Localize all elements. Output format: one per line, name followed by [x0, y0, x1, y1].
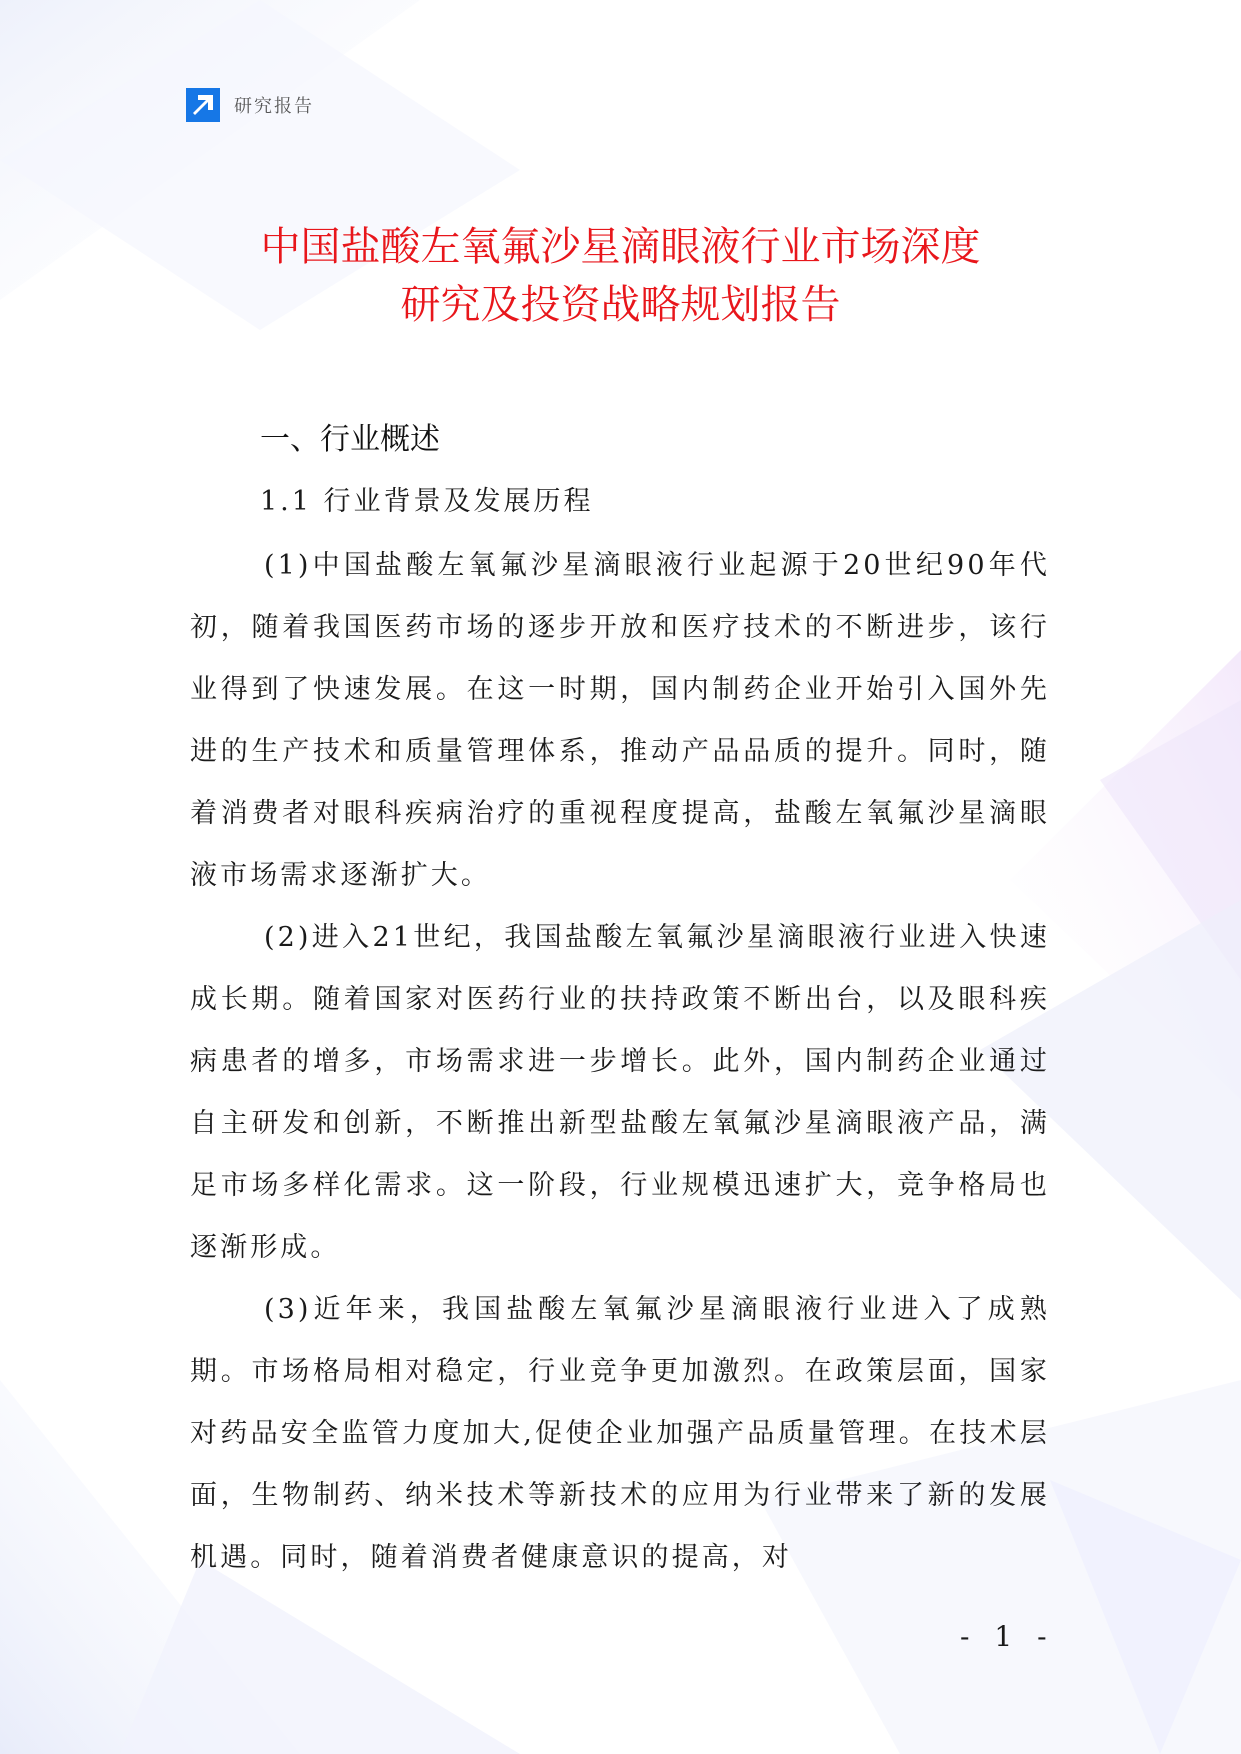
section-heading: 一、行业概述 [260, 422, 440, 457]
title-line-2: 研究及投资战略规划报告 [400, 282, 841, 328]
paragraph-2: (2)进入21世纪，我国盐酸左氧氟沙星滴眼液行业进入快速成长期。随着国家对医药行业的扶持政策不断出台，以及眼科疾病患者的增多，市场需求进一步增长。此外，国内制药企业通过自主研发和创新，不断推出新型盐酸左氧氟沙星滴眼液产品，满足市场多样化需求。这一阶段，行业规模迅速扩大，竞争格局也逐渐形成。 [190, 922, 1050, 1263]
document-body [190, 415, 1050, 1589]
page-number: - 1 - [960, 1620, 1055, 1653]
paragraph-1: (1)中国盐酸左氧氟沙星滴眼液行业起源于20世纪90年代初，随着我国医药市场的逐步开放和医疗技术的不断进步，该行业得到了快速发展。在这一时期，国内制药企业开始引入国外先进的生产技术和质量管理体系，推动产品品质的提升。同时，随着消费者对眼科疾病治疗的重视程度提高，盐酸左氧氟沙星滴眼液市场需求逐渐扩大。 [190, 550, 1050, 891]
title-line-1: 中国盐酸左氧氟沙星滴眼液行业市场深度 [260, 224, 981, 270]
document-title [150, 218, 1091, 334]
paragraph-3: (3)近年来，我国盐酸左氧氟沙星滴眼液行业进入了成熟期。市场格局相对稳定，行业竞争更加激烈。在政策层面，国家对药品安全监管力度加大,促使企业加强产品质量管理。在技术层面，生物制药、纳米技术等新技术的应用为行业带来了新的发展机遇。同时，随着消费者健康意识的提高，对 [190, 1294, 1050, 1573]
report-header [186, 88, 314, 122]
header-label: 研究报告 [234, 96, 314, 117]
arrow-logo-icon [186, 88, 220, 122]
sub-heading: 1.1 行业背景及发展历程 [260, 486, 594, 517]
